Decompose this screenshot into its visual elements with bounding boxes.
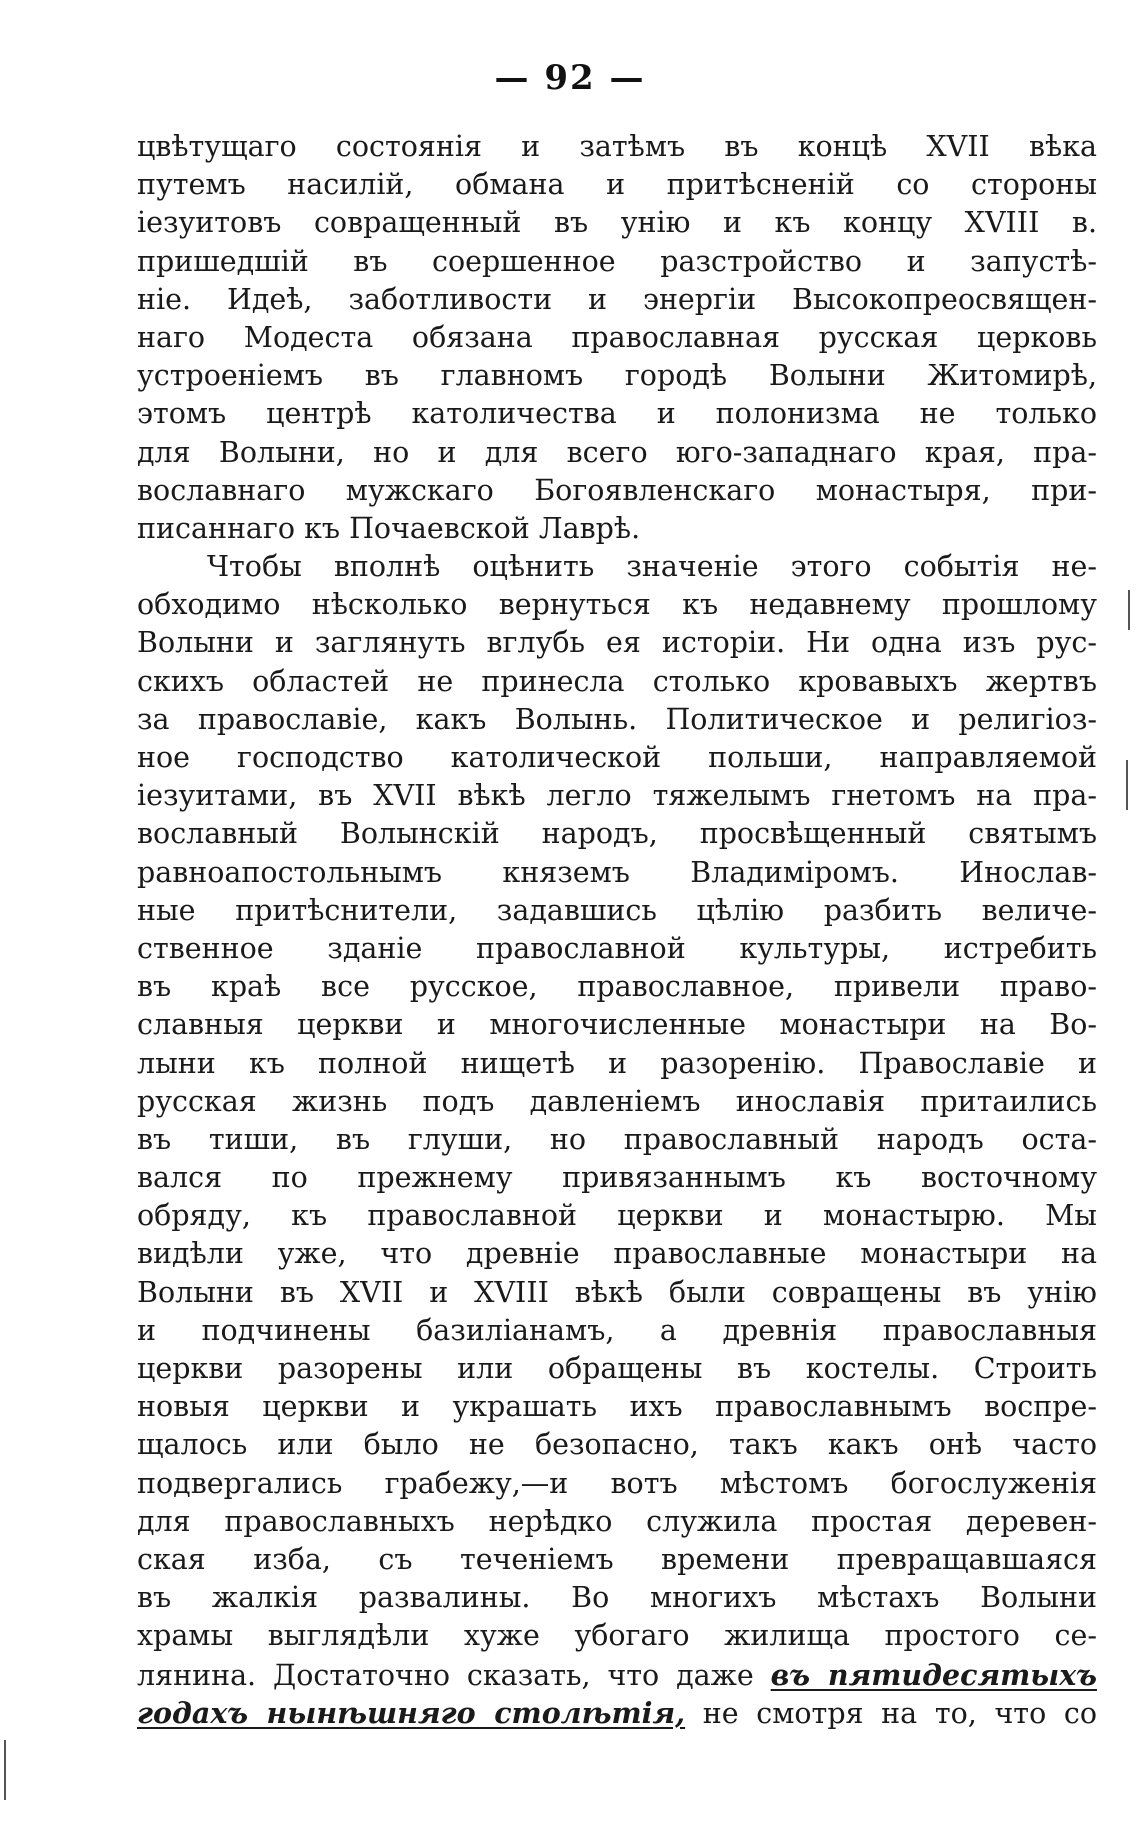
line-text: видѣли уже, что древніе православные монастыри на — [137, 1237, 1097, 1271]
text-line — [137, 586, 1097, 624]
text-line — [137, 243, 1097, 281]
text-line — [137, 1426, 1097, 1464]
line-text: новыя церкви и украшать ихъ православнымъ воспре- — [137, 1390, 1097, 1424]
line-text: въ жалкія развалины. Во многихъ мѣстахъ Волыни — [137, 1581, 1097, 1615]
line-text: церкви разорены или обращены въ костелы. Строить — [137, 1352, 1097, 1385]
line-text: лыни къ полной нищетѣ и разоренію. Православіе и — [137, 1046, 1097, 1080]
text-line — [137, 1350, 1097, 1388]
text-line — [137, 472, 1097, 510]
line-text: этомъ центрѣ католичества и полонизма не только — [137, 397, 1097, 431]
text-line — [137, 1197, 1097, 1235]
text-line — [137, 1388, 1097, 1426]
text-line — [137, 1159, 1097, 1197]
scan-edge-mark — [1126, 760, 1128, 810]
text-line — [137, 319, 1097, 357]
line-text: не смотря на то, что со — [685, 1696, 1097, 1730]
text-line — [137, 815, 1097, 853]
line-text: равноапостольнымъ княземъ Владиміромъ. Инослав- — [137, 855, 1097, 889]
text-line — [137, 1579, 1097, 1617]
text-line — [137, 1235, 1097, 1273]
line-text: русская жизнь подъ давленіемъ инославія притаились — [137, 1084, 1097, 1118]
body-text — [137, 128, 1097, 1732]
line-text: путемъ насилій, обмана и притѣсненій со стороны — [137, 168, 1097, 202]
text-line — [137, 968, 1097, 1006]
text-line — [137, 510, 1097, 548]
text-line — [137, 166, 1097, 204]
text-line — [137, 1006, 1097, 1044]
line-text: за православіе, какъ Волынь. Политическое и религіоз- — [137, 702, 1097, 736]
text-line — [137, 854, 1097, 892]
line-text: скихъ областей не принесла столько кровавыхъ жертвъ — [137, 664, 1097, 698]
text-line — [137, 281, 1097, 319]
line-text: вался по прежнему привязаннымъ къ восточному — [137, 1161, 1097, 1195]
text-line — [137, 1045, 1097, 1083]
text-line — [137, 930, 1097, 968]
line-text: ное господство католической польши, направляемой — [137, 741, 1097, 774]
line-text: и подчинены базиліанамъ, а древнія православныя — [137, 1313, 1097, 1347]
scan-edge-mark — [4, 1740, 6, 1800]
line-text: іезуитовъ совращенный въ унію и къ концу XVIII в. — [137, 206, 1097, 240]
line-text: цвѣтущаго состоянія и затѣмъ въ концѣ XVII вѣка — [137, 130, 1097, 163]
line-text: для Волыни, но и для всего юго-западнаго края, пра- — [137, 435, 1097, 469]
text-line — [137, 739, 1097, 777]
line-text: въ краѣ все русское, православное, привели право- — [137, 970, 1097, 1004]
page-number: — 92 — — [494, 58, 646, 98]
line-text: вославный Волынскій народъ, просвѣщенный святымъ — [137, 817, 1097, 851]
text-line — [137, 1656, 1097, 1694]
text-line — [137, 1121, 1097, 1159]
emphasized-text: годахъ нынѣшняго столѣтія, — [137, 1695, 686, 1730]
text-line — [137, 1503, 1097, 1541]
emphasized-text: въ пятидесятыхъ — [770, 1657, 1097, 1692]
line-text: Волыни въ XVII и XVIII вѣкѣ были совращены въ унію — [137, 1275, 1097, 1309]
text-line — [137, 1694, 1097, 1732]
text-line — [137, 434, 1097, 472]
line-text: подвергались грабежу,—и вотъ мѣстомъ богослуженія — [137, 1466, 1097, 1500]
line-text: ская изба, съ теченіемъ времени превращавшаяся — [137, 1542, 1097, 1576]
line-text: щалось или было не безопасно, такъ какъ онѣ часто — [137, 1428, 1097, 1462]
text-line — [137, 1617, 1097, 1655]
line-text: ніе. Идеѣ, заботливости и энергіи Высокопреосвящен- — [137, 282, 1097, 316]
line-text: Чтобы вполнѣ оцѣнить значеніе этого событія не- — [207, 550, 1097, 584]
line-text: пришедшій въ соершенное разстройство и запустѣ- — [137, 244, 1097, 278]
text-line — [137, 1465, 1097, 1503]
line-text: наго Модеста обязана православная русская церковь — [137, 320, 1097, 354]
text-line — [137, 1083, 1097, 1121]
text-line — [137, 204, 1097, 242]
line-text: ные притѣснители, задавшись цѣлію разбить величе- — [137, 893, 1097, 927]
line-text: писаннаго къ Почаевской Лаврѣ. — [137, 511, 641, 545]
line-text: храмы выглядѣли хуже убогаго жилища простого се- — [137, 1619, 1097, 1653]
line-text: ственное зданіе православной культуры, истребить — [137, 931, 1097, 965]
text-line — [137, 777, 1097, 815]
text-line — [137, 128, 1097, 166]
text-line — [137, 624, 1097, 662]
paragraph-2 — [137, 548, 1097, 1732]
text-line — [137, 548, 1097, 586]
text-line — [137, 1541, 1097, 1579]
line-text: обходимо нѣсколько вернуться къ недавнему прошлому — [137, 588, 1097, 622]
line-text: славныя церкви и многочисленные монастыри на Во- — [137, 1008, 1097, 1042]
paragraph-1 — [137, 128, 1097, 548]
line-text: обряду, къ православной церкви и монастырю. Мы — [137, 1199, 1097, 1233]
line-text: устроеніемъ въ главномъ городѣ Волыни Житомирѣ, — [137, 359, 1097, 393]
line-text: вославнаго мужскаго Богоявленскаго монастыря, при- — [137, 473, 1097, 507]
scan-edge-mark — [1128, 590, 1130, 630]
text-line — [137, 663, 1097, 701]
text-line — [137, 1274, 1097, 1312]
text-line — [137, 395, 1097, 433]
text-line — [137, 1312, 1097, 1350]
text-line — [137, 892, 1097, 930]
line-text: въ тиши, въ глуши, но православный народъ оста- — [137, 1122, 1097, 1156]
line-text: для православныхъ нерѣдко служила простая деревен- — [137, 1504, 1097, 1538]
text-line — [137, 701, 1097, 739]
line-text: іезуитами, въ XVII вѣкѣ легло тяжелымъ гнетомъ на пра- — [137, 779, 1097, 813]
line-text: лянина. Достаточно сказать, что даже — [137, 1658, 771, 1692]
line-text: Волыни и заглянуть вглубь ея исторіи. Ни одна изъ рус- — [137, 626, 1097, 660]
text-line — [137, 357, 1097, 395]
